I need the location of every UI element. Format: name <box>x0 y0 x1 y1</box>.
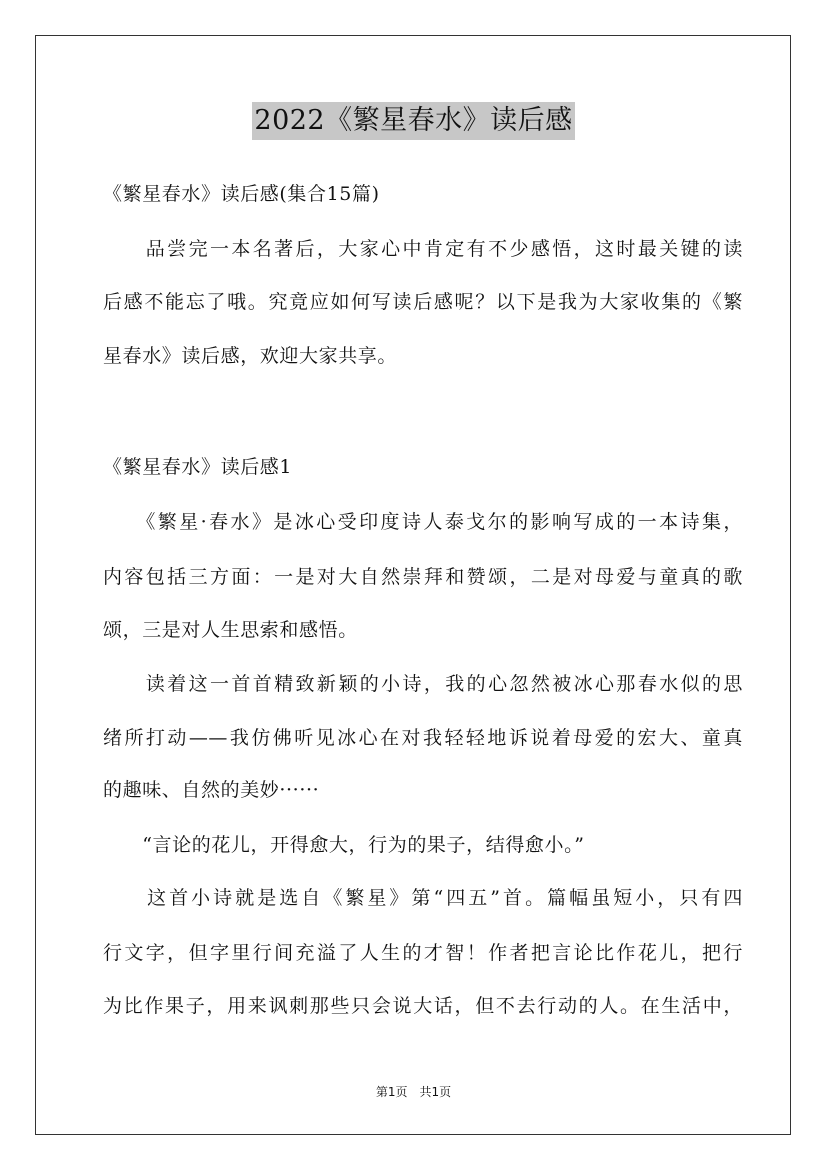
paragraph-line: 内容包括三方面：一是对大自然崇拜和赞颂，二是对母爱与童真的歌 <box>103 566 743 588</box>
intro-line: 品尝完一本名著后，大家心中肯定有不少感悟，这时最关键的读 <box>103 238 743 260</box>
title-wrap <box>0 102 827 140</box>
page-footer: 第1页 共1页 <box>375 1085 452 1099</box>
paragraph-line: 这首小诗就是选自《繁星》第“四五”首。篇幅虽短小，只有四 <box>103 887 743 909</box>
document-title: 2022《繁星春水》读后感 <box>252 102 574 140</box>
document-subtitle: 《繁星春水》读后感(集合15篇) <box>103 183 380 205</box>
section-heading: 《繁星春水》读后感1 <box>103 456 293 478</box>
intro-line: 星春水》读后感，欢迎大家共享。 <box>103 345 398 367</box>
paragraph-line: 的趣味、自然的美妙······ <box>103 779 320 801</box>
paragraph-line: 绪所打动——我仿佛听见冰心在对我轻轻地诉说着母爱的宏大、童真 <box>103 727 743 749</box>
paragraph-line: 为比作果子，用来讽刺那些只会说大话，但不去行动的人。在生活中， <box>103 995 743 1017</box>
paragraph-line: 颂，三是对人生思索和感悟。 <box>103 619 358 641</box>
quote-line: “言论的花儿，开得愈大，行为的果子，结得愈小。” <box>103 834 585 856</box>
intro-line: 后感不能忘了哦。究竟应如何写读后感呢？以下是我为大家收集的《繁 <box>103 291 743 313</box>
paragraph-line: 行文字，但字里行间充溢了人生的才智！作者把言论比作花儿，把行 <box>103 942 743 964</box>
paragraph-line: 读着这一首首精致新颖的小诗，我的心忽然被冰心那春水似的思 <box>103 673 743 695</box>
paragraph-line: 《繁星·春水》是冰心受印度诗人泰戈尔的影响写成的一本诗集， <box>103 511 743 533</box>
